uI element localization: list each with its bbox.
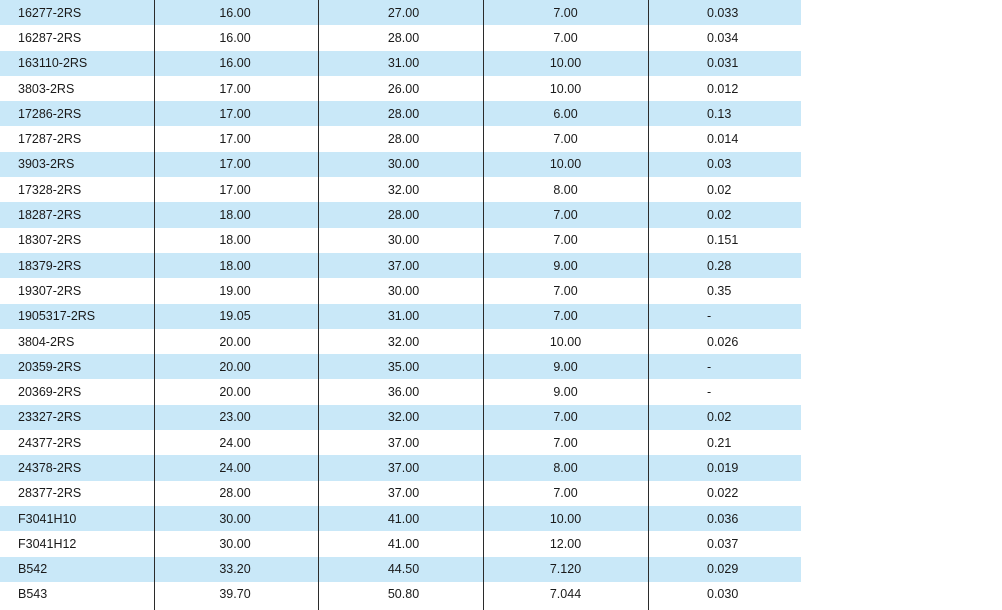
table-row — [0, 278, 801, 303]
weight-cell: 0.02 — [707, 182, 732, 197]
outer-diameter-cell: 36.00 — [387, 385, 420, 400]
weight-cell: 0.151 — [707, 233, 739, 248]
width-cell: 10.00 — [549, 81, 582, 96]
part-number-cell: 3803-2RS — [18, 81, 75, 96]
width-cell: 6.00 — [553, 106, 578, 121]
width-cell: 10.00 — [549, 334, 582, 349]
table-row — [0, 582, 801, 607]
table-row — [0, 152, 801, 177]
part-number-cell: 20369-2RS — [18, 385, 82, 400]
outer-diameter-cell: 35.00 — [387, 359, 420, 374]
weight-cell: - — [707, 359, 712, 374]
weight-cell: 0.019 — [707, 460, 739, 475]
table-row — [0, 25, 801, 50]
table-row — [0, 51, 801, 76]
outer-diameter-cell: 41.00 — [387, 536, 420, 551]
weight-cell: 0.35 — [707, 283, 732, 298]
outer-diameter-cell: 26.00 — [387, 81, 420, 96]
width-cell: 7.00 — [553, 208, 578, 223]
weight-cell: 0.014 — [707, 132, 739, 147]
inner-diameter-cell: 24.00 — [219, 435, 251, 450]
weight-cell: - — [707, 309, 712, 324]
table-row — [0, 126, 801, 151]
inner-diameter-cell: 20.00 — [219, 359, 251, 374]
part-number-cell: 163110-2RS — [18, 56, 88, 71]
width-cell: 7.120 — [549, 562, 582, 577]
weight-cell: 0.28 — [707, 258, 732, 273]
part-number-cell: 1905317-2RS — [18, 309, 96, 324]
width-cell: 7.00 — [553, 132, 578, 147]
part-number-cell: 17287-2RS — [18, 132, 82, 147]
part-number-cell: 3903-2RS — [18, 157, 75, 172]
inner-diameter-cell: 17.00 — [219, 132, 251, 147]
outer-diameter-cell: 28.00 — [387, 132, 420, 147]
table-row — [0, 0, 801, 25]
width-cell: 10.00 — [549, 157, 582, 172]
table-row — [0, 101, 801, 126]
weight-cell: 0.030 — [707, 587, 739, 602]
table-row — [0, 430, 801, 455]
part-number-cell: 24377-2RS — [18, 435, 82, 450]
inner-diameter-cell: 23.00 — [219, 410, 251, 425]
outer-diameter-cell: 28.00 — [387, 30, 420, 45]
inner-diameter-cell: 19.00 — [219, 283, 251, 298]
part-number-cell: 18287-2RS — [18, 208, 82, 223]
outer-diameter-cell: 37.00 — [387, 258, 420, 273]
width-cell: 7.00 — [553, 5, 578, 20]
width-cell: 12.00 — [549, 536, 582, 551]
width-cell: 9.00 — [553, 258, 578, 273]
weight-cell: 0.029 — [707, 562, 739, 577]
inner-diameter-cell: 16.00 — [219, 56, 251, 71]
outer-diameter-cell: 30.00 — [387, 283, 420, 298]
table-row — [0, 405, 801, 430]
inner-diameter-cell: 17.00 — [219, 106, 251, 121]
inner-diameter-cell: 16.00 — [219, 5, 251, 20]
outer-diameter-cell: 50.80 — [387, 587, 420, 602]
outer-diameter-cell: 37.00 — [387, 435, 420, 450]
weight-cell: 0.034 — [707, 30, 739, 45]
part-number-cell: 18307-2RS — [18, 233, 82, 248]
inner-diameter-cell: 33.20 — [219, 562, 251, 577]
width-cell: 7.00 — [553, 233, 578, 248]
table-row — [0, 228, 801, 253]
weight-cell: 0.037 — [707, 536, 739, 551]
inner-diameter-cell: 18.00 — [219, 233, 251, 248]
part-number-cell: 24378-2RS — [18, 460, 82, 475]
outer-diameter-cell: 44.50 — [387, 562, 420, 577]
width-cell: 10.00 — [549, 56, 582, 71]
inner-diameter-cell: 39.70 — [219, 587, 251, 602]
outer-diameter-cell: 28.00 — [387, 106, 420, 121]
inner-diameter-cell: 17.00 — [219, 81, 251, 96]
inner-diameter-cell: 24.00 — [219, 460, 251, 475]
weight-cell: 0.033 — [707, 5, 739, 20]
table-row — [0, 76, 801, 101]
part-number-cell: 28377-2RS — [18, 486, 82, 501]
inner-diameter-cell: 20.00 — [219, 334, 251, 349]
table-row — [0, 455, 801, 480]
outer-diameter-cell: 41.00 — [387, 511, 420, 526]
outer-diameter-cell: 32.00 — [387, 182, 420, 197]
part-number-cell: B543 — [18, 587, 48, 602]
inner-diameter-cell: 30.00 — [219, 511, 251, 526]
weight-cell: 0.02 — [707, 410, 732, 425]
width-cell: 7.00 — [553, 486, 578, 501]
table-row — [0, 202, 801, 227]
weight-cell: 0.036 — [707, 511, 739, 526]
inner-diameter-cell: 30.00 — [219, 536, 251, 551]
table-row — [0, 253, 801, 278]
outer-diameter-cell: 32.00 — [387, 410, 420, 425]
weight-cell: 0.026 — [707, 334, 739, 349]
table-row — [0, 506, 801, 531]
part-number-cell: F3041H12 — [18, 536, 77, 551]
weight-cell: 0.02 — [707, 208, 732, 223]
width-cell: 7.044 — [549, 587, 582, 602]
width-cell: 7.00 — [553, 435, 578, 450]
table-row — [0, 354, 801, 379]
inner-diameter-cell: 18.00 — [219, 258, 251, 273]
weight-cell: 0.21 — [707, 435, 732, 450]
column-divider — [318, 0, 319, 610]
table-row — [0, 481, 801, 506]
weight-cell: 0.022 — [707, 486, 739, 501]
table-row — [0, 531, 801, 556]
part-number-cell: 16287-2RS — [18, 30, 82, 45]
column-divider — [154, 0, 155, 610]
width-cell: 9.00 — [553, 359, 578, 374]
inner-diameter-cell: 16.00 — [219, 30, 251, 45]
weight-cell: 0.03 — [707, 157, 732, 172]
outer-diameter-cell: 27.00 — [387, 5, 420, 20]
table-row — [0, 329, 801, 354]
table-row — [0, 177, 801, 202]
weight-cell: 0.13 — [707, 106, 732, 121]
width-cell: 8.00 — [553, 460, 578, 475]
column-divider — [648, 0, 649, 610]
outer-diameter-cell: 32.00 — [387, 334, 420, 349]
inner-diameter-cell: 18.00 — [219, 208, 251, 223]
part-number-cell: 23327-2RS — [18, 410, 82, 425]
weight-cell: 0.012 — [707, 81, 739, 96]
outer-diameter-cell: 31.00 — [387, 309, 420, 324]
part-number-cell: 3804-2RS — [18, 334, 75, 349]
outer-diameter-cell: 37.00 — [387, 486, 420, 501]
inner-diameter-cell: 17.00 — [219, 182, 251, 197]
width-cell: 7.00 — [553, 283, 578, 298]
inner-diameter-cell: 19.05 — [219, 309, 251, 324]
outer-diameter-cell: 30.00 — [387, 157, 420, 172]
weight-cell: 0.031 — [707, 56, 739, 71]
width-cell: 8.00 — [553, 182, 578, 197]
part-number-cell: 18379-2RS — [18, 258, 82, 273]
width-cell: 7.00 — [553, 30, 578, 45]
inner-diameter-cell: 20.00 — [219, 385, 251, 400]
outer-diameter-cell: 37.00 — [387, 460, 420, 475]
part-number-cell: F3041H10 — [18, 511, 77, 526]
part-number-cell: 20359-2RS — [18, 359, 82, 374]
column-divider — [483, 0, 484, 610]
inner-diameter-cell: 28.00 — [219, 486, 251, 501]
width-cell: 9.00 — [553, 385, 578, 400]
part-number-cell: B542 — [18, 562, 48, 577]
part-number-cell: 16277-2RS — [18, 5, 82, 20]
width-cell: 7.00 — [553, 309, 578, 324]
width-cell: 10.00 — [549, 511, 582, 526]
table-row — [0, 379, 801, 404]
outer-diameter-cell: 31.00 — [387, 56, 420, 71]
table-row — [0, 304, 801, 329]
inner-diameter-cell: 17.00 — [219, 157, 251, 172]
width-cell: 7.00 — [553, 410, 578, 425]
outer-diameter-cell: 28.00 — [387, 208, 420, 223]
outer-diameter-cell: 30.00 — [387, 233, 420, 248]
part-number-cell: 17286-2RS — [18, 106, 82, 121]
part-number-cell: 17328-2RS — [18, 182, 82, 197]
table-row — [0, 557, 801, 582]
weight-cell: - — [707, 385, 712, 400]
part-number-cell: 19307-2RS — [18, 283, 82, 298]
